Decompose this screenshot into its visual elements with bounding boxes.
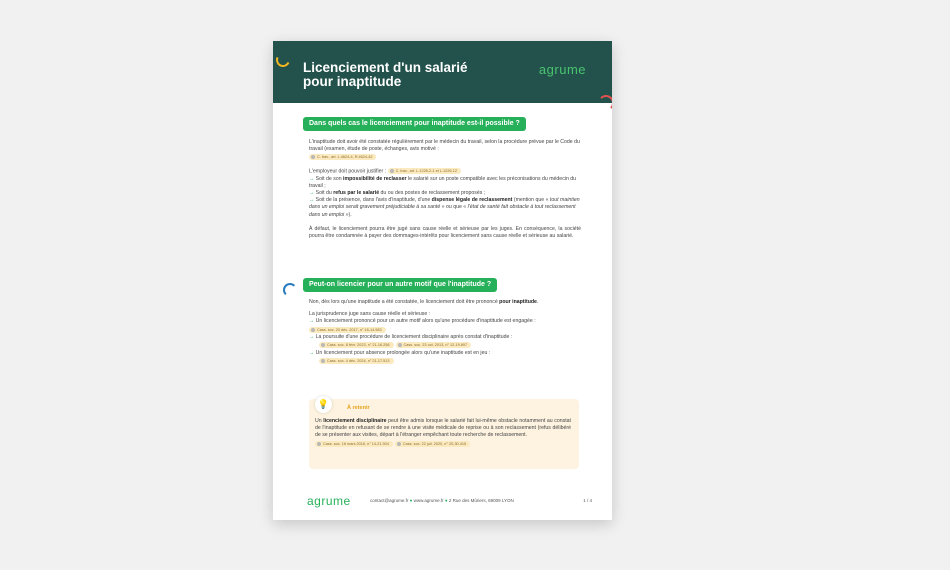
reference-badge: Cass. soc. 23 oct. 2013, n° 12-19.897	[396, 342, 472, 348]
arrow-right-icon: →	[309, 175, 315, 182]
footer-website[interactable]: www.agrume.fr	[413, 498, 444, 503]
paragraph: Non, dès lors qu'une inaptitude a été constatée, le licenciement doit être prononcé pour inaptitude.	[309, 299, 539, 305]
footer-contact	[370, 498, 514, 503]
reference-badge: C. trav., art. L.1226-2-1 et L.1226-12	[388, 168, 461, 174]
page-header	[273, 41, 612, 103]
arrow-right-icon: →	[309, 318, 315, 325]
book-icon	[317, 442, 321, 446]
title-line-2: pour inaptitude	[303, 74, 402, 89]
arrow-right-icon: →	[309, 197, 315, 204]
bullet-separator: ●	[444, 498, 449, 503]
paragraph: L'inaptitude doit avoir été constatée régulièrement par le médecin du travail, selon la procédure prévue par le Code du travail (examen, étude de poste, échanges, avis motivé :	[309, 139, 580, 153]
list-item: → La poursuite d'une procédure de licenciement disciplinaire après constat d'inaptitude :	[309, 334, 513, 341]
page-number: 1 / 4	[583, 498, 592, 503]
red-arc-decoration	[598, 95, 612, 111]
list-item: → Soit de son impossibilité de reclasser le salarié sur un poste compatible avec les préconisations du médecin du travail ;	[309, 175, 577, 189]
arrow-right-icon: →	[309, 189, 315, 196]
book-icon	[311, 155, 315, 159]
list-item: → Un licenciement pour absence prolongée alors qu'une inaptitude est en jeu :	[309, 349, 491, 356]
bullet-separator: ●	[409, 498, 414, 503]
reference-badge: Cass. soc. 20 déc. 2017, n° 16-14.983	[309, 327, 386, 333]
callout-body: Un licenciement disciplinaire peut être admis lorsque le salarié fait lui-même obstacle notamment au constat de l'inaptitude en refusant de se rendre à une visite médicale de reprise ou à son reclassement (refus délibéré de se présenter aux visites, départ à l'étranger empêchant toute recherche de reclassement. Cass. soc. 16 mars 2016, n° 14-21.304 Cass. soc. 22 juil. 2020, n° 20-30.415	[315, 418, 571, 446]
section-2-body	[309, 299, 581, 366]
page-title	[303, 61, 523, 89]
brand-logo: agrume	[538, 62, 586, 77]
paragraph: L'employeur doit pouvoir justifier :	[309, 168, 387, 175]
paragraph: À défaut, le licenciement pourra être jugé sans cause réelle et sérieuse par les juges. En conséquence, la société pourra être condamnée à payer des dommages-intérêts pour licenciement sans cause réelle et sérieuse au salarié.	[309, 225, 581, 239]
title-line-1: Licenciement d'un salarié	[303, 60, 468, 75]
reference-badge: Cass. soc. 8 févr. 2023, n° 21-16.258	[319, 342, 394, 348]
book-icon	[321, 343, 325, 347]
lightbulb-icon: 💡	[315, 396, 332, 413]
footer-address: 2 Rue des Mûriers, 69009 LYON	[448, 498, 514, 503]
book-icon	[390, 169, 394, 173]
section-1-title: Dans quels cas le licenciement pour inaptitude est-il possible ?	[303, 117, 526, 131]
list-item: → Soit de la présence, dans l'avis d'inaptitude, d'une dispense légale de reclassement (mention que « tout maintien dans un emploi serait gravement préjudiciable à sa santé » ou que « l'état de santé fait obstacle à tout reclassement dans un emploi »).	[309, 197, 580, 218]
footer-brand-logo: agrume	[307, 494, 351, 508]
section-1-body	[309, 139, 581, 240]
list-item: → Soit du refus par le salarié du ou des postes de reclassement proposés ;	[309, 189, 486, 196]
arrow-right-icon: →	[309, 334, 315, 341]
reference-badge: Cass. soc. 4 déc. 2024, n° 21-17.513	[319, 358, 394, 364]
footer-email[interactable]: contact@agrume.fr	[370, 498, 409, 503]
book-icon	[398, 343, 402, 347]
book-icon	[321, 359, 325, 363]
yellow-arc-decoration	[274, 51, 292, 69]
arrow-right-icon: →	[309, 349, 315, 356]
document-page	[273, 41, 612, 520]
reference-badge: Cass. soc. 22 juil. 2020, n° 20-30.415	[395, 441, 470, 447]
paragraph: La jurisprudence juge sans cause réelle et sérieuse :	[309, 311, 431, 318]
section-2-title: Peut-on licencier pour un autre motif que l'inaptitude ?	[303, 278, 497, 292]
callout-title: À retenir	[347, 405, 370, 411]
book-icon	[397, 442, 401, 446]
reference-badge: Cass. soc. 16 mars 2016, n° 14-21.304	[315, 441, 393, 447]
reference-badge: C. trav., art. L.4624-4, R.4624-42	[309, 154, 376, 160]
blue-arc-decoration	[283, 283, 297, 297]
list-item: → Un licenciement prononcé pour un autre motif alors qu'une procédure d'inaptitude est engagée : Cass. soc. 20 déc. 2017, n° 16-14.983	[309, 318, 536, 332]
book-icon	[311, 328, 315, 332]
